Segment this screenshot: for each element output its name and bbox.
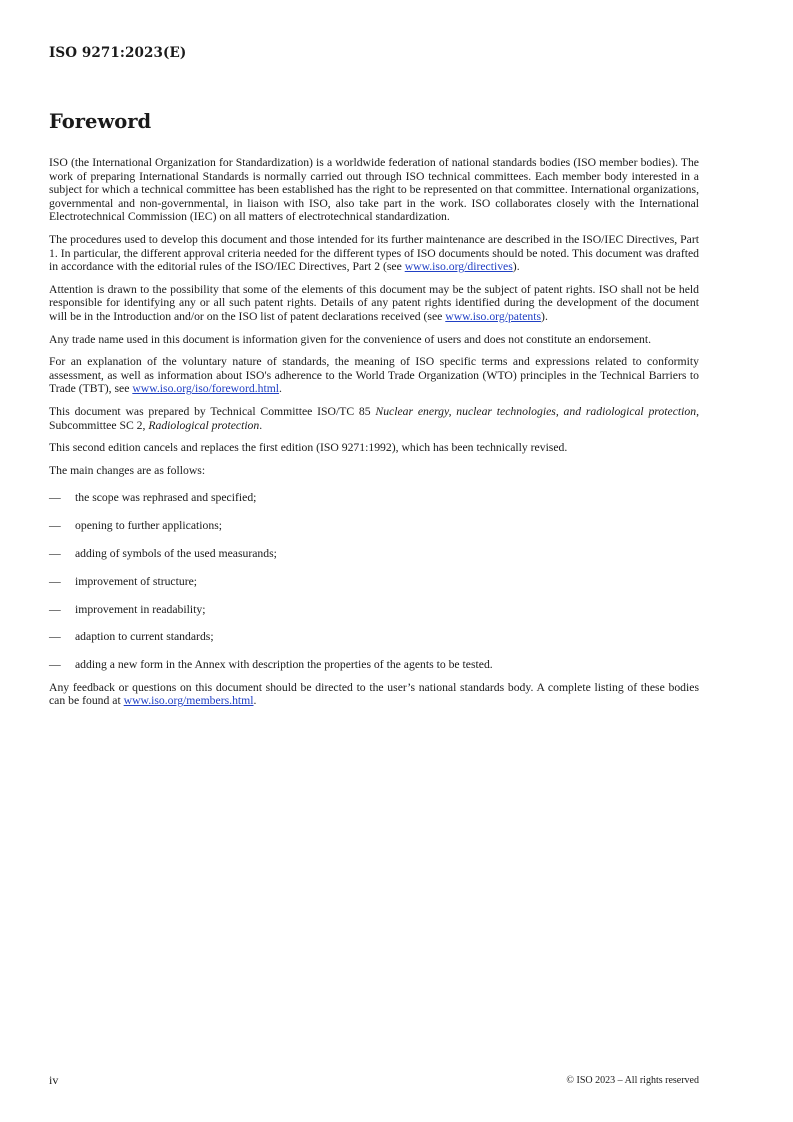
paragraph-procedures: The procedures used to develop this document and those intended for its further maintenance are described in the ISO/IEC Directives, Part 1. In particular, the different approval criteria needed for the different types of ISO documents should be noted. This document was drafted in accordance with the editorial rules of the ISO/IEC Directives, Part 2 (see www.iso.org/directives). bbox=[49, 232, 699, 274]
paragraph-trade-name: Any trade name used in this document is information given for the convenience of users and does not constitute an endorsement. bbox=[49, 332, 652, 346]
committee-name: Nuclear energy, nuclear technologies, and radiological protection bbox=[375, 404, 697, 418]
copyright-notice: © ISO 2023 – All rights reserved bbox=[566, 1075, 699, 1086]
dash-bullet: — bbox=[49, 658, 61, 672]
list-item: — the scope was rephrased and specified; bbox=[49, 491, 257, 505]
paragraph-iso-intro: ISO (the International Organization for Standardization) is a worldwide federation of national standards bodies (ISO member bodies). The work of preparing International Standards is normally carried out through ISO technical committees. Each member body interested in a subject for which a technical committee has been established has the right to be represented on that committee. International organizations, governmental and non-governmental, in liaison with ISO, also take part in the work. ISO collaborates closely with the International Electrotechnical Commission (IEC) on all matters of electrotechnical standardization. bbox=[49, 156, 699, 224]
document-page bbox=[49, 0, 699, 1122]
dash-bullet: — bbox=[49, 491, 61, 505]
dash-bullet: — bbox=[49, 574, 61, 588]
list-item: — improvement in readability; bbox=[49, 602, 206, 616]
members-link[interactable]: www.iso.org/members.html bbox=[123, 694, 254, 708]
paragraph-edition: This second edition cancels and replaces the first edition (ISO 9271:1992), which has been technically revised. bbox=[49, 441, 568, 455]
paragraph-main-changes: The main changes are as follows: bbox=[49, 463, 206, 477]
paragraph-voluntary-nature: For an explanation of the voluntary nature of standards, the meaning of ISO specific terms and expressions related to conformity assessment, as well as information about ISO's adherence to the World Trade Organization (WTO) principles in the Technical Barriers to Trade (TBT), see www.iso.org/iso/foreword.html. bbox=[49, 355, 699, 396]
list-item: — improvement of structure; bbox=[49, 574, 198, 588]
dash-bullet: — bbox=[49, 519, 61, 533]
dash-bullet: — bbox=[49, 547, 61, 561]
list-item: — adaption to current standards; bbox=[49, 630, 214, 644]
changes-list bbox=[49, 491, 699, 671]
page-number: iv bbox=[49, 1073, 59, 1087]
foreword-body bbox=[49, 156, 699, 717]
paragraph-feedback: Any feedback or questions on this document should be directed to the user’s national standards body. A complete listing of these bodies can be found at www.iso.org/members.html. bbox=[49, 680, 699, 708]
document-id: ISO 9271:2023(E) bbox=[49, 45, 187, 61]
list-item: — opening to further applications; bbox=[49, 519, 223, 533]
foreword-link[interactable]: www.iso.org/iso/foreword.html bbox=[132, 382, 280, 396]
page-footer bbox=[49, 1073, 699, 1089]
dash-bullet: — bbox=[49, 630, 61, 644]
section-title: Foreword bbox=[49, 110, 152, 133]
list-item: — adding a new form in the Annex with description the properties of the agents to be tested. bbox=[49, 658, 493, 672]
paragraph-patents: Attention is drawn to the possibility that some of the elements of this document may be the subject of patent rights. ISO shall not be held responsible for identifying any or all such patent rights. Details of any patent rights identified during the development of the document will be in the Introduction and/or on the ISO list of patent declarations received (see www.iso.org/patents). bbox=[49, 282, 699, 323]
directives-link[interactable]: www.iso.org/directives bbox=[404, 260, 513, 274]
list-item: — adding of symbols of the used measurands; bbox=[49, 547, 277, 561]
patents-link[interactable]: www.iso.org/patents bbox=[445, 309, 542, 323]
paragraph-committee: This document was prepared by Technical Committee ISO/TC 85 Nuclear energy, nuclear technologies, and radiological protection, Subcommittee SC 2, Radiological protection. bbox=[49, 404, 699, 432]
dash-bullet: — bbox=[49, 602, 61, 616]
subcommittee-name: Radiological protection bbox=[148, 418, 260, 432]
